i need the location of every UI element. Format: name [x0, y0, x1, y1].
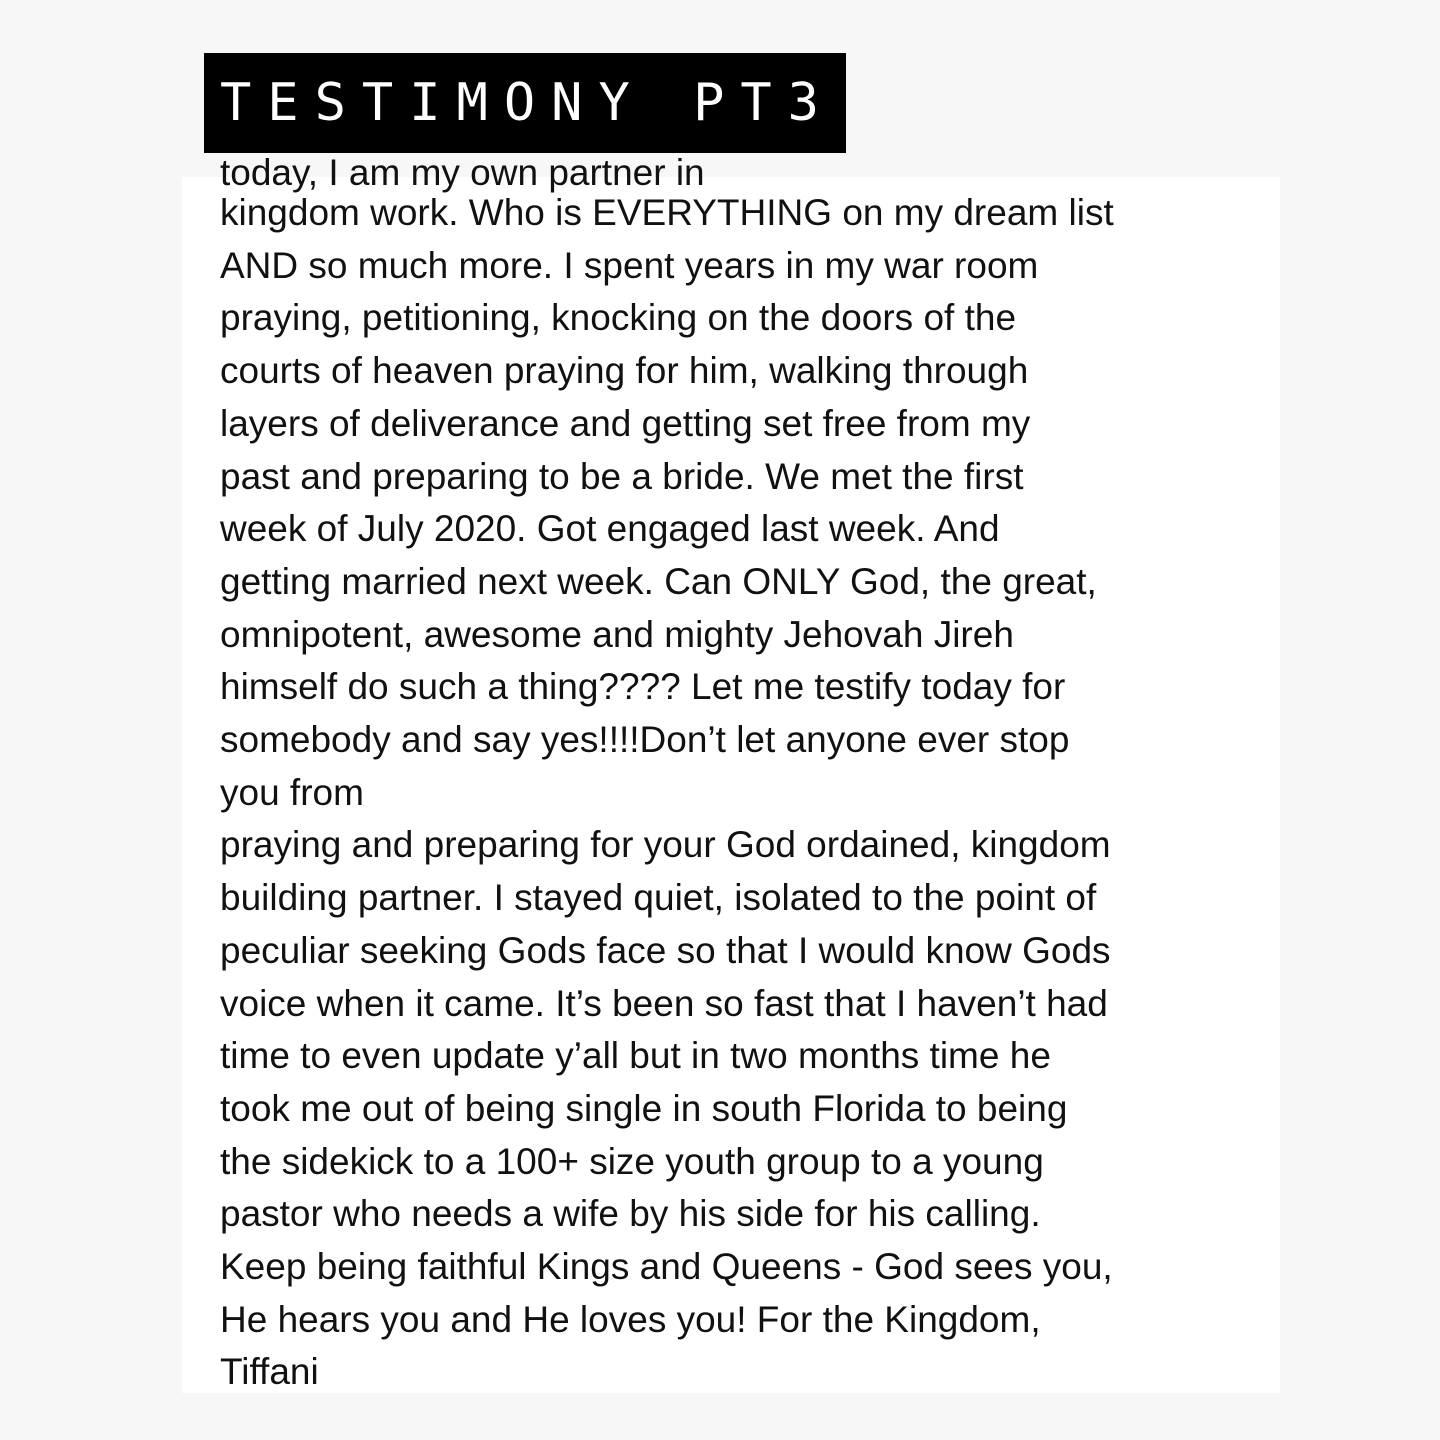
signature-line: Tiffani [220, 1351, 319, 1393]
text-line: building partner. I stayed quiet, isolated to the point of [220, 877, 1097, 919]
testimony-body [220, 187, 1280, 1399]
text-line: kingdom work. Who is EVERYTHING on my dream list [220, 192, 1114, 233]
text-line: omnipotent, awesome and mighty Jehovah Jireh [220, 613, 1014, 655]
text-line: Keep being faithful Kings and Queens - God sees you, [220, 1246, 1113, 1288]
text-line: took me out of being single in south Florida to being [220, 1087, 1068, 1129]
text-line: himself do such a thing???? Let me testify today for [220, 666, 1066, 708]
text-line: courts of heaven praying for him, walking through [220, 350, 1029, 392]
page-title: TESTIMONY PT3 [220, 73, 835, 133]
text-line: getting married next week. Can ONLY God, the great, [220, 560, 1097, 602]
text-line: pastor who needs a wife by his side for his calling. [220, 1193, 1041, 1235]
text-line: layers of deliverance and getting set free from my [220, 402, 1031, 444]
cut-off-line: today, I am my own partner in [220, 152, 705, 193]
text-line: week of July 2020. Got engaged last week. And [220, 508, 1000, 550]
text-line: time to even update y’all but in two months time he [220, 1035, 1051, 1077]
text-line: voice when it came. It’s been so fast that I haven’t had [220, 982, 1108, 1024]
text-line: the sidekick to a 100+ size youth group to a young [220, 1140, 1044, 1182]
text-line: praying and preparing for your God ordained, kingdom [220, 824, 1111, 866]
text-line: you from [220, 771, 364, 813]
text-line: praying, petitioning, knocking on the doors of the [220, 297, 1017, 339]
title-banner [204, 53, 846, 153]
text-line: AND so much more. I spent years in my war room [220, 244, 1039, 286]
text-line: past and preparing to be a bride. We met the first [220, 455, 1024, 497]
text-line: somebody and say yes!!!!Don’t let anyone ever stop [220, 719, 1070, 761]
text-line: peculiar seeking Gods face so that I would know Gods [220, 929, 1111, 971]
text-line: He hears you and He loves you! For the Kingdom, [220, 1298, 1041, 1340]
testimony-text-card [182, 152, 1280, 1393]
